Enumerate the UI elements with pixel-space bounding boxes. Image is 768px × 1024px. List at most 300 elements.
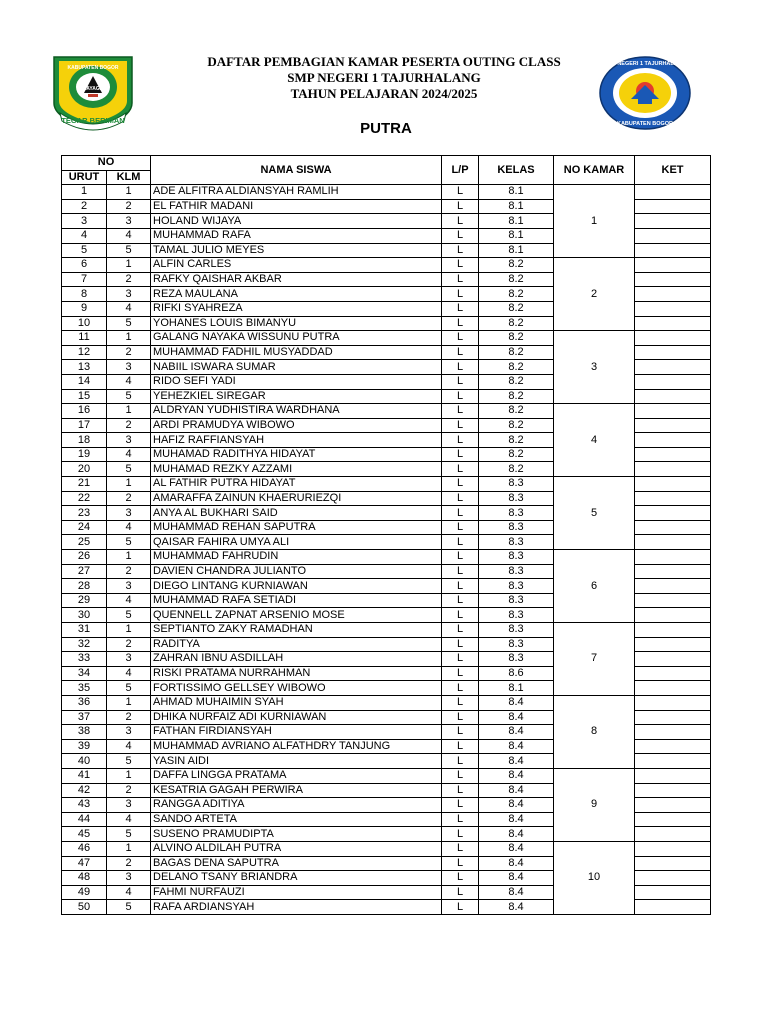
cell-urut: 29 — [62, 593, 107, 608]
cell-klm: 1 — [107, 550, 151, 565]
cell-klm: 5 — [107, 608, 151, 623]
cell-nama: FORTISSIMO GELLSEY WIBOWO — [151, 681, 442, 696]
cell-ket — [635, 579, 711, 594]
section-title: PUTRA — [360, 120, 412, 137]
cell-kelas: 8.2 — [479, 345, 554, 360]
cell-ket — [635, 564, 711, 579]
cell-nama: FAHMI NURFAUZI — [151, 885, 442, 900]
cell-nama: DELANO TSANY BRIANDRA — [151, 871, 442, 886]
cell-ket — [635, 798, 711, 813]
cell-kelas: 8.3 — [479, 564, 554, 579]
cell-nama: YOHANES LOUIS BIMANYU — [151, 316, 442, 331]
cell-nama: MUHAMAD REZKY AZZAMI — [151, 462, 442, 477]
cell-ket — [635, 608, 711, 623]
header-urut: URUT — [62, 170, 107, 185]
cell-lp: L — [442, 243, 479, 258]
cell-kelas: 8.4 — [479, 856, 554, 871]
cell-nama: ARDI PRAMUDYA WIBOWO — [151, 418, 442, 433]
cell-ket — [635, 462, 711, 477]
cell-klm: 3 — [107, 798, 151, 813]
cell-klm: 5 — [107, 900, 151, 915]
cell-nama: YASIN AIDI — [151, 754, 442, 769]
cell-ket — [635, 316, 711, 331]
cell-nama: TAMAL JULIO MEYES — [151, 243, 442, 258]
cell-klm: 5 — [107, 681, 151, 696]
cell-klm: 4 — [107, 301, 151, 316]
cell-kelas: 8.4 — [479, 827, 554, 842]
cell-room-number: 7 — [554, 623, 635, 696]
cell-kelas: 8.3 — [479, 608, 554, 623]
cell-urut: 49 — [62, 885, 107, 900]
cell-nama: ZAHRAN IBNU ASDILLAH — [151, 652, 442, 667]
cell-lp: L — [442, 301, 479, 316]
cell-urut: 10 — [62, 316, 107, 331]
cell-lp: L — [442, 768, 479, 783]
cell-kelas: 8.3 — [479, 623, 554, 638]
cell-urut: 15 — [62, 389, 107, 404]
cell-klm: 1 — [107, 477, 151, 492]
cell-lp: L — [442, 564, 479, 579]
cell-lp: L — [442, 228, 479, 243]
cell-urut: 6 — [62, 258, 107, 273]
cell-lp: L — [442, 754, 479, 769]
cell-klm: 4 — [107, 520, 151, 535]
cell-kelas: 8.1 — [479, 228, 554, 243]
cell-room-number: 9 — [554, 768, 635, 841]
logo-left-top-text: KABUPATEN BOGOR — [67, 65, 119, 71]
cell-urut: 28 — [62, 579, 107, 594]
cell-ket — [635, 287, 711, 302]
cell-nama: MUHAMMAD AVRIANO ALFATHDRY TANJUNG — [151, 739, 442, 754]
cell-klm: 2 — [107, 637, 151, 652]
cell-kelas: 8.3 — [479, 637, 554, 652]
cell-urut: 38 — [62, 725, 107, 740]
cell-klm: 2 — [107, 856, 151, 871]
cell-kelas: 8.3 — [479, 477, 554, 492]
cell-kelas: 8.4 — [479, 754, 554, 769]
cell-ket — [635, 404, 711, 419]
cell-room-number: 5 — [554, 477, 635, 550]
cell-klm: 3 — [107, 579, 151, 594]
header-ket: KET — [635, 156, 711, 185]
cell-lp: L — [442, 491, 479, 506]
cell-urut: 32 — [62, 637, 107, 652]
cell-klm: 2 — [107, 710, 151, 725]
cell-ket — [635, 301, 711, 316]
cell-nama: ALFIN CARLES — [151, 258, 442, 273]
logo-left-center-text: RAYAGA — [82, 86, 104, 92]
cell-urut: 36 — [62, 695, 107, 710]
cell-ket — [635, 885, 711, 900]
cell-klm: 4 — [107, 447, 151, 462]
cell-kelas: 8.4 — [479, 725, 554, 740]
cell-nama: MUHAMMAD RAFA — [151, 228, 442, 243]
cell-lp: L — [442, 885, 479, 900]
cell-ket — [635, 710, 711, 725]
cell-kelas: 8.2 — [479, 287, 554, 302]
cell-room-number: 6 — [554, 550, 635, 623]
cell-nama: ADE ALFITRA ALDIANSYAH RAMLIH — [151, 185, 442, 200]
table-row — [62, 258, 711, 273]
cell-urut: 33 — [62, 652, 107, 667]
cell-lp: L — [442, 389, 479, 404]
cell-kelas: 8.4 — [479, 885, 554, 900]
cell-urut: 11 — [62, 331, 107, 346]
cell-nama: RANGGA ADITIYA — [151, 798, 442, 813]
cell-kelas: 8.2 — [479, 316, 554, 331]
cell-lp: L — [442, 345, 479, 360]
cell-ket — [635, 637, 711, 652]
cell-ket — [635, 506, 711, 521]
cell-nama: SEPTIANTO ZAKY RAMADHAN — [151, 623, 442, 638]
cell-nama: MUHAMMAD REHAN SAPUTRA — [151, 520, 442, 535]
cell-kelas: 8.2 — [479, 418, 554, 433]
cell-ket — [635, 856, 711, 871]
cell-urut: 1 — [62, 185, 107, 200]
cell-klm: 3 — [107, 652, 151, 667]
cell-lp: L — [442, 871, 479, 886]
cell-urut: 50 — [62, 900, 107, 915]
cell-ket — [635, 374, 711, 389]
cell-nama: QAISAR FAHIRA UMYA ALI — [151, 535, 442, 550]
cell-ket — [635, 447, 711, 462]
cell-lp: L — [442, 695, 479, 710]
cell-lp: L — [442, 681, 479, 696]
cell-klm: 3 — [107, 506, 151, 521]
cell-urut: 3 — [62, 214, 107, 229]
cell-ket — [635, 345, 711, 360]
cell-klm: 2 — [107, 418, 151, 433]
cell-urut: 12 — [62, 345, 107, 360]
cell-lp: L — [442, 506, 479, 521]
cell-nama: HOLAND WIJAYA — [151, 214, 442, 229]
cell-ket — [635, 214, 711, 229]
cell-ket — [635, 389, 711, 404]
table-row — [62, 331, 711, 346]
table-row — [62, 185, 711, 200]
cell-ket — [635, 243, 711, 258]
cell-nama: AHMAD MUHAIMIN SYAH — [151, 695, 442, 710]
cell-lp: L — [442, 812, 479, 827]
cell-nama: EL FATHIR MADANI — [151, 199, 442, 214]
cell-kelas: 8.2 — [479, 258, 554, 273]
cell-kelas: 8.3 — [479, 652, 554, 667]
cell-urut: 31 — [62, 623, 107, 638]
header-school: SMP NEGERI 1 TAJURHALANG — [287, 70, 481, 85]
cell-urut: 8 — [62, 287, 107, 302]
cell-ket — [635, 228, 711, 243]
cell-ket — [635, 841, 711, 856]
cell-kelas: 8.4 — [479, 812, 554, 827]
cell-lp: L — [442, 214, 479, 229]
cell-ket — [635, 623, 711, 638]
header-title: DAFTAR PEMBAGIAN KAMAR PESERTA OUTING CLASS — [207, 54, 561, 69]
cell-lp: L — [442, 783, 479, 798]
logo-right-bottom-text: KABUPATEN BOGOR — [616, 121, 674, 127]
cell-klm: 3 — [107, 214, 151, 229]
cell-kelas: 8.2 — [479, 272, 554, 287]
cell-nama: HAFIZ RAFFIANSYAH — [151, 433, 442, 448]
cell-kelas: 8.1 — [479, 214, 554, 229]
cell-lp: L — [442, 550, 479, 565]
cell-urut: 18 — [62, 433, 107, 448]
cell-klm: 2 — [107, 491, 151, 506]
logo-right-top-text: SMP NEGERI 1 TAJURHALANG — [603, 61, 687, 67]
cell-nama: MUHAMMAD RAFA SETIADI — [151, 593, 442, 608]
cell-nama: DHIKA NURFAIZ ADI KURNIAWAN — [151, 710, 442, 725]
table-row — [62, 477, 711, 492]
cell-urut: 46 — [62, 841, 107, 856]
header-klm: KLM — [107, 170, 151, 185]
header-kamar: NO KAMAR — [554, 156, 635, 185]
table-row — [62, 841, 711, 856]
cell-ket — [635, 360, 711, 375]
cell-urut: 27 — [62, 564, 107, 579]
table-row — [62, 768, 711, 783]
cell-klm: 5 — [107, 535, 151, 550]
cell-kelas: 8.2 — [479, 374, 554, 389]
cell-urut: 24 — [62, 520, 107, 535]
header-nama: NAMA SISWA — [151, 156, 442, 185]
cell-lp: L — [442, 900, 479, 915]
header-kelas: KELAS — [479, 156, 554, 185]
cell-ket — [635, 871, 711, 886]
cell-nama: RAFKY QAISHAR AKBAR — [151, 272, 442, 287]
cell-kelas: 8.3 — [479, 593, 554, 608]
cell-urut: 48 — [62, 871, 107, 886]
cell-lp: L — [442, 199, 479, 214]
cell-lp: L — [442, 623, 479, 638]
cell-urut: 45 — [62, 827, 107, 842]
table-row — [62, 695, 711, 710]
cell-ket — [635, 491, 711, 506]
cell-lp: L — [442, 258, 479, 273]
cell-nama: RIDO SEFI YADI — [151, 374, 442, 389]
cell-klm: 4 — [107, 885, 151, 900]
cell-kelas: 8.6 — [479, 666, 554, 681]
cell-urut: 25 — [62, 535, 107, 550]
cell-kelas: 8.3 — [479, 520, 554, 535]
cell-nama: SUSENO PRAMUDIPTA — [151, 827, 442, 842]
cell-urut: 23 — [62, 506, 107, 521]
cell-klm: 4 — [107, 374, 151, 389]
cell-urut: 26 — [62, 550, 107, 565]
cell-ket — [635, 199, 711, 214]
cell-urut: 19 — [62, 447, 107, 462]
cell-ket — [635, 433, 711, 448]
cell-urut: 22 — [62, 491, 107, 506]
cell-klm: 3 — [107, 871, 151, 886]
cell-ket — [635, 768, 711, 783]
cell-kelas: 8.4 — [479, 768, 554, 783]
cell-klm: 2 — [107, 564, 151, 579]
cell-lp: L — [442, 725, 479, 740]
cell-urut: 43 — [62, 798, 107, 813]
cell-nama: RIFKI SYAHREZA — [151, 301, 442, 316]
cell-kelas: 8.1 — [479, 243, 554, 258]
cell-klm: 3 — [107, 725, 151, 740]
cell-lp: L — [442, 710, 479, 725]
table-row — [62, 550, 711, 565]
cell-lp: L — [442, 272, 479, 287]
cell-kelas: 8.2 — [479, 462, 554, 477]
cell-room-number: 4 — [554, 404, 635, 477]
cell-kelas: 8.2 — [479, 433, 554, 448]
cell-kelas: 8.4 — [479, 710, 554, 725]
cell-urut: 41 — [62, 768, 107, 783]
cell-lp: L — [442, 520, 479, 535]
cell-lp: L — [442, 798, 479, 813]
cell-lp: L — [442, 316, 479, 331]
header-year: TAHUN PELAJARAN 2024/2025 — [290, 86, 478, 101]
cell-urut: 9 — [62, 301, 107, 316]
cell-klm: 5 — [107, 389, 151, 404]
cell-nama: DAFFA LINGGA PRATAMA — [151, 768, 442, 783]
cell-lp: L — [442, 608, 479, 623]
cell-klm: 4 — [107, 593, 151, 608]
table-row — [62, 404, 711, 419]
cell-nama: SANDO ARTETA — [151, 812, 442, 827]
cell-klm: 1 — [107, 185, 151, 200]
cell-nama: FATHAN FIRDIANSYAH — [151, 725, 442, 740]
cell-lp: L — [442, 433, 479, 448]
cell-urut: 4 — [62, 228, 107, 243]
cell-urut: 37 — [62, 710, 107, 725]
cell-ket — [635, 812, 711, 827]
cell-nama: MUHAMMAD FAHRUDIN — [151, 550, 442, 565]
cell-klm: 3 — [107, 360, 151, 375]
cell-ket — [635, 258, 711, 273]
cell-nama: GALANG NAYAKA WISSUNU PUTRA — [151, 331, 442, 346]
cell-urut: 13 — [62, 360, 107, 375]
cell-ket — [635, 754, 711, 769]
cell-klm: 1 — [107, 404, 151, 419]
cell-klm: 4 — [107, 666, 151, 681]
cell-urut: 39 — [62, 739, 107, 754]
cell-ket — [635, 418, 711, 433]
cell-urut: 34 — [62, 666, 107, 681]
cell-klm: 5 — [107, 827, 151, 842]
cell-kelas: 8.2 — [479, 389, 554, 404]
cell-nama: DIEGO LINTANG KURNIAWAN — [151, 579, 442, 594]
cell-klm: 1 — [107, 695, 151, 710]
cell-nama: ANYA AL BUKHARI SAID — [151, 506, 442, 521]
cell-urut: 21 — [62, 477, 107, 492]
cell-lp: L — [442, 535, 479, 550]
cell-kelas: 8.4 — [479, 871, 554, 886]
cell-ket — [635, 827, 711, 842]
cell-lp: L — [442, 637, 479, 652]
cell-lp: L — [442, 360, 479, 375]
cell-ket — [635, 272, 711, 287]
cell-lp: L — [442, 447, 479, 462]
cell-kelas: 8.2 — [479, 404, 554, 419]
cell-kelas: 8.3 — [479, 535, 554, 550]
cell-room-number: 10 — [554, 841, 635, 914]
document-header — [0, 54, 768, 102]
cell-nama: REZA MAULANA — [151, 287, 442, 302]
cell-klm: 1 — [107, 841, 151, 856]
cell-klm: 2 — [107, 345, 151, 360]
cell-kelas: 8.4 — [479, 739, 554, 754]
cell-kelas: 8.4 — [479, 841, 554, 856]
cell-urut: 20 — [62, 462, 107, 477]
cell-nama: AMARAFFA ZAINUN KHAERURIEZQI — [151, 491, 442, 506]
cell-kelas: 8.3 — [479, 506, 554, 521]
cell-klm: 2 — [107, 199, 151, 214]
cell-klm: 5 — [107, 316, 151, 331]
cell-ket — [635, 652, 711, 667]
cell-room-number: 2 — [554, 258, 635, 331]
cell-lp: L — [442, 477, 479, 492]
cell-kelas: 8.3 — [479, 579, 554, 594]
cell-kelas: 8.4 — [479, 798, 554, 813]
cell-nama: MUHAMMAD FADHIL MUSYADDAD — [151, 345, 442, 360]
logo-left-motto: TEGAR BERIMAN — [61, 116, 125, 125]
cell-lp: L — [442, 404, 479, 419]
cell-klm: 2 — [107, 272, 151, 287]
cell-klm: 1 — [107, 258, 151, 273]
cell-nama: RISKI PRATAMA NURRAHMAN — [151, 666, 442, 681]
cell-klm: 5 — [107, 754, 151, 769]
cell-room-number: 3 — [554, 331, 635, 404]
cell-ket — [635, 783, 711, 798]
cell-lp: L — [442, 185, 479, 200]
cell-kelas: 8.2 — [479, 331, 554, 346]
cell-klm: 1 — [107, 623, 151, 638]
cell-ket — [635, 695, 711, 710]
cell-nama: QUENNELL ZAPNAT ARSENIO MOSE — [151, 608, 442, 623]
cell-lp: L — [442, 579, 479, 594]
cell-lp: L — [442, 739, 479, 754]
cell-klm: 4 — [107, 228, 151, 243]
cell-ket — [635, 550, 711, 565]
cell-lp: L — [442, 841, 479, 856]
cell-nama: NABIIL ISWARA SUMAR — [151, 360, 442, 375]
cell-nama: RADITYA — [151, 637, 442, 652]
cell-kelas: 8.1 — [479, 185, 554, 200]
cell-lp: L — [442, 462, 479, 477]
cell-nama: RAFA ARDIANSYAH — [151, 900, 442, 915]
cell-ket — [635, 535, 711, 550]
cell-klm: 4 — [107, 739, 151, 754]
cell-ket — [635, 477, 711, 492]
cell-urut: 35 — [62, 681, 107, 696]
cell-room-number: 8 — [554, 695, 635, 768]
cell-nama: ALDRYAN YUDHISTIRA WARDHANA — [151, 404, 442, 419]
cell-room-number: 1 — [554, 185, 635, 258]
cell-lp: L — [442, 374, 479, 389]
cell-ket — [635, 739, 711, 754]
cell-lp: L — [442, 856, 479, 871]
cell-nama: MUHAMAD RADITHYA HIDAYAT — [151, 447, 442, 462]
cell-urut: 30 — [62, 608, 107, 623]
cell-klm: 1 — [107, 331, 151, 346]
cell-lp: L — [442, 331, 479, 346]
cell-ket — [635, 681, 711, 696]
cell-klm: 4 — [107, 812, 151, 827]
cell-ket — [635, 520, 711, 535]
cell-kelas: 8.4 — [479, 783, 554, 798]
cell-urut: 2 — [62, 199, 107, 214]
cell-nama: YEHEZKIEL SIREGAR — [151, 389, 442, 404]
cell-klm: 3 — [107, 433, 151, 448]
cell-klm: 5 — [107, 243, 151, 258]
cell-lp: L — [442, 827, 479, 842]
cell-ket — [635, 331, 711, 346]
table-row — [62, 623, 711, 638]
cell-urut: 42 — [62, 783, 107, 798]
